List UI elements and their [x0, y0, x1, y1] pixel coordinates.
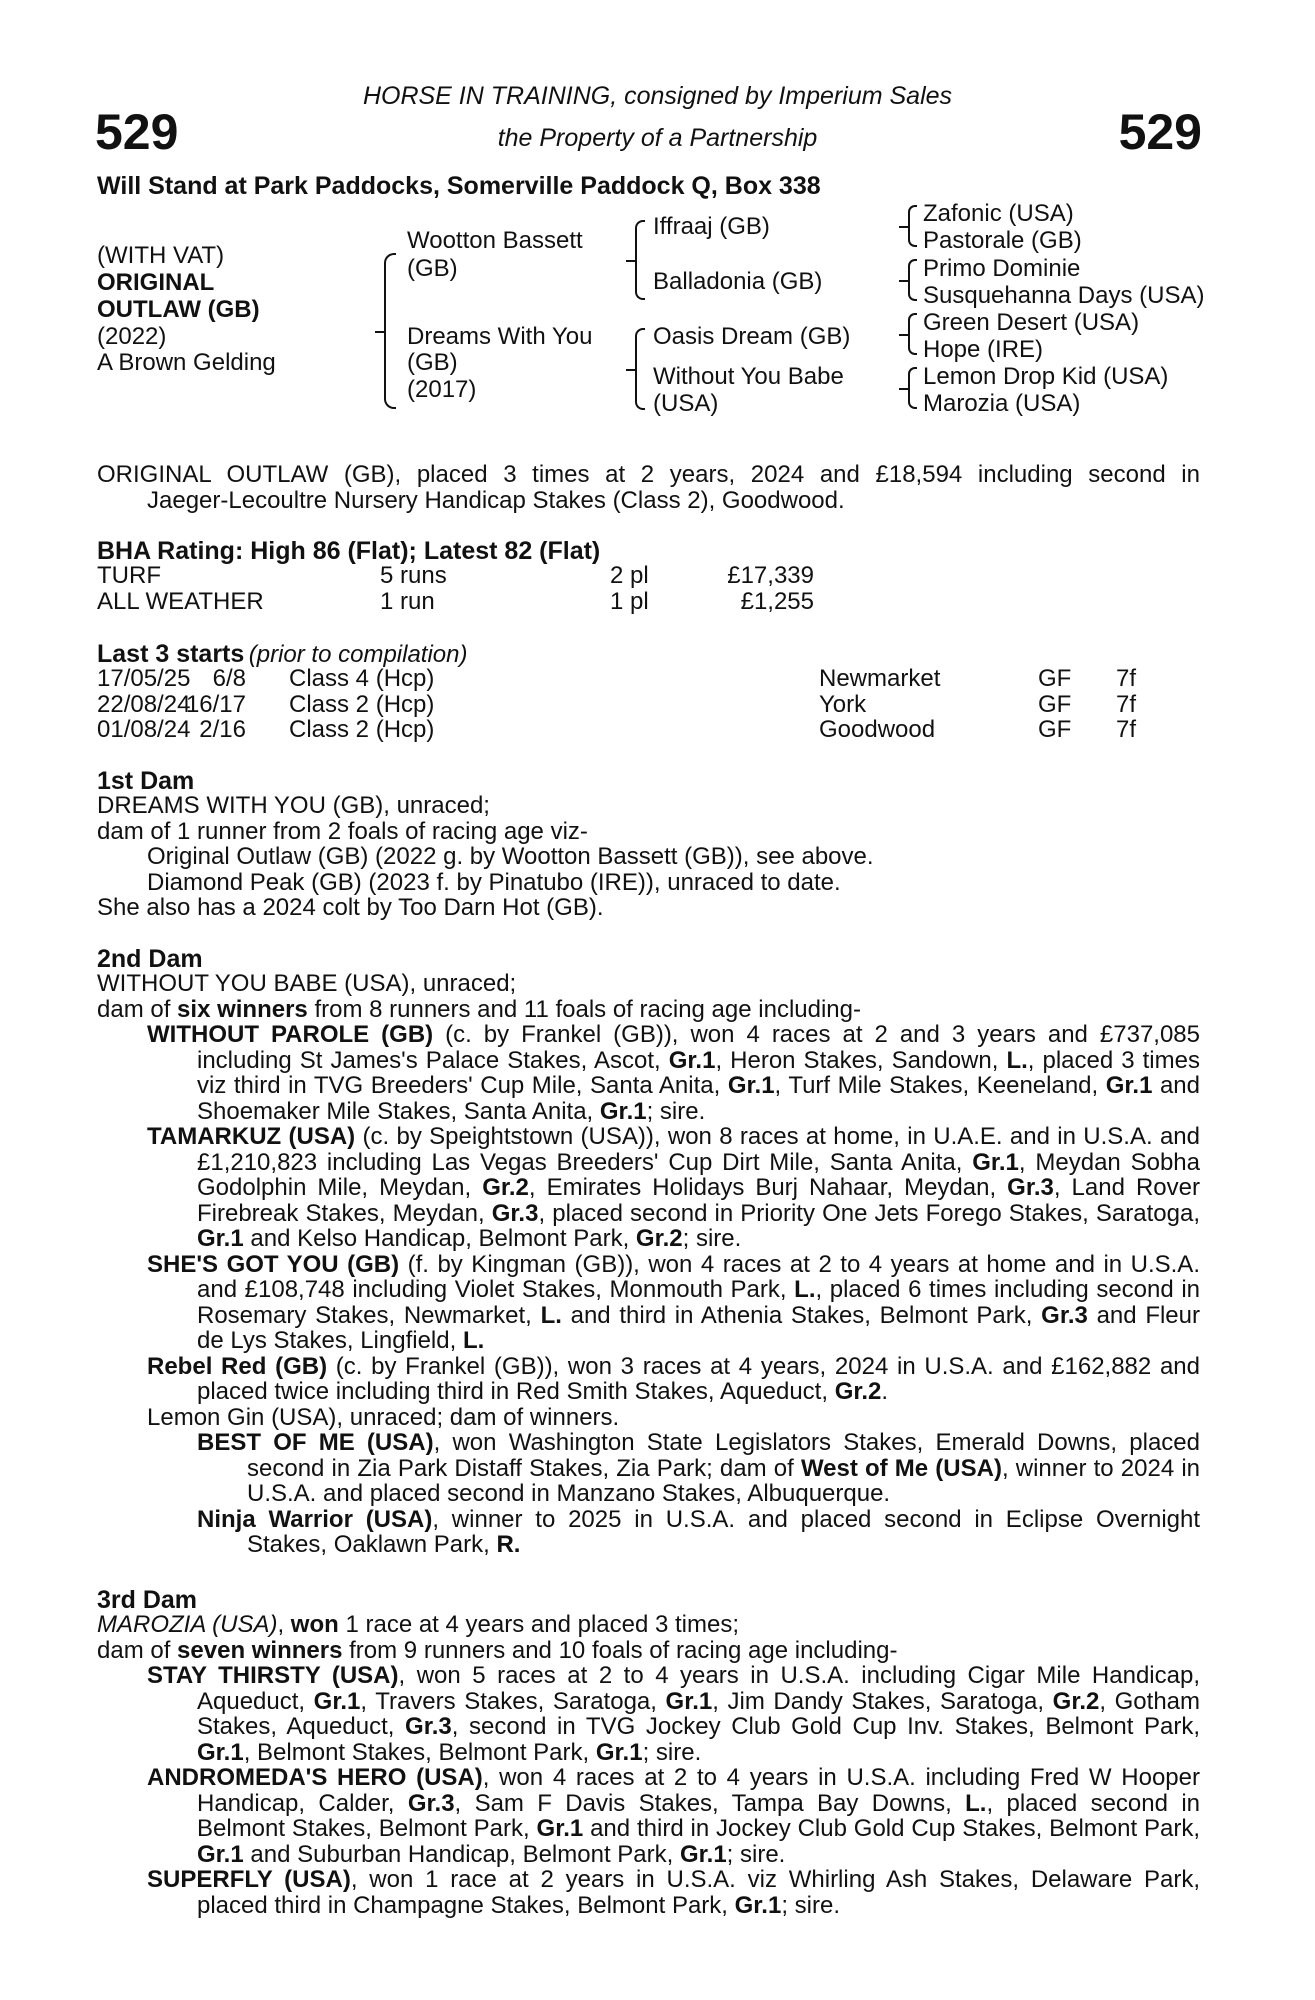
produce-best-of-me: BEST OF ME (USA), won Washington State Legislators Stakes, Emerald Downs, placed second in Zia Park Distaff Stakes, Zia Park; dam of West of Me (USA), winner to 2024 in U.S.A. and placed second in Manzano Stakes, Albuquerque. [197, 1429, 1201, 1507]
first-dam-line5: She also has a 2024 colt by Too Darn Hot (GB). [97, 894, 604, 921]
rating-table [97, 563, 1200, 614]
start-class: Class 2 (Hcp) [289, 716, 435, 743]
dam-line2: (GB) [407, 349, 458, 376]
dam-sire-sire: Green Desert (USA) [923, 309, 1140, 336]
sire-dam-dam: Susquehanna Days (USA) [923, 282, 1205, 309]
start-distance: 7f [1116, 665, 1137, 692]
produce-rebel-red: Rebel Red (GB) (c. by Frankel (GB)), won 3 races at 4 years, 2024 in U.S.A. and £162,882 and placed twice including third in Red Smith Stakes, Aqueduct, Gr.2. [147, 1352, 1200, 1405]
last-starts-table [97, 666, 1200, 743]
bha-rating-title: BHA Rating: High 86 (Flat); Latest 82 (Flat) [97, 537, 601, 565]
start-class: Class 2 (Hcp) [289, 690, 435, 718]
produce-shes-got-you: SHE'S GOT YOU (GB) (f. by Kingman (GB)), won 4 races at 2 to 4 years at home and in U.S.A. and £108,748 including Violet Stakes, Monmouth Park, L., placed 6 times including second in Rosemary Stakes, Newmarket, L. and third in Athenia Stakes, Belmont Park, Gr.3 and Fleur de Lys Stakes, Lingfield, L. [147, 1250, 1200, 1354]
start-position: 2/16 [199, 716, 246, 743]
sire-sire-sire: Zafonic (USA) [923, 200, 1074, 227]
placings: 2 pl [610, 562, 649, 589]
produce-without-parole: WITHOUT PAROLE (GB) (c. by Frankel (GB)), won 4 races at 2 and 3 years and £737,085 including St James's Palace Stakes, Ascot, Gr.1, Heron Stakes, Sandown, L., placed 3 times viz third in TVG Breeders' Cup Mile, Santa Anita, Gr.1, Turf Mile Stakes, Keeneland, Gr.1 and Shoemaker Mile Stakes, Santa Anita, Gr.1; sire. [147, 1021, 1200, 1125]
dam-sire-dam: Hope (IRE) [923, 336, 1044, 363]
pedigree-brace-dam [635, 328, 645, 410]
summary-line1: ORIGINAL OUTLAW (GB), placed 3 times at 2 years, 2024 and £18,594 including second in [97, 461, 1200, 488]
lot-number-left: 529 [95, 104, 179, 160]
third-dam-section [97, 1612, 1200, 1918]
start-row [97, 692, 1200, 718]
start-date: 22/08/24 [97, 690, 191, 718]
property-line: the Property of a Partnership [497, 124, 818, 152]
start-course: York [819, 690, 867, 718]
pedigree-brace-3b [908, 259, 917, 301]
produce-superfly: SUPERFLY (USA), won 1 race at 2 years in U.S.A. viz Whirling Ash Stakes, Delaware Park, placed third in Champagne Stakes, Belmont Park, Gr.1; sire. [147, 1866, 1200, 1919]
start-position: 16/17 [185, 690, 246, 718]
second-dam-section [97, 971, 1200, 1558]
dam-sire: Oasis Dream (GB) [653, 323, 851, 350]
first-dam-line1: DREAMS WITH YOU (GB), unraced; [97, 792, 490, 819]
amount: £1,255 [740, 587, 814, 615]
sire-line1: Wootton Bassett [407, 227, 583, 254]
produce-tamarkuz: TAMARKUZ (USA) (c. by Speightstown (USA)), won 8 races at home, in U.A.E. and in U.S.A. and £1,210,823 including Las Vegas Breeders' Cup Dirt Mile, Santa Anita, Gr.1, Meydan Sobha Godolphin Mile, Meydan, Gr.2, Emirates Holidays Burj Nahaar, Meydan, Gr.3, Land Rover Firebreak Stakes, Meydan, Gr.3, placed second in Priority One Jets Forego Stakes, Saratoga, Gr.1 and Kelso Handicap, Belmont Park, Gr.2; sire. [147, 1123, 1200, 1252]
sire-dam: Balladonia (GB) [653, 268, 823, 295]
third-dam-line1: MAROZIA (USA), won 1 race at 4 years and placed 3 times; [97, 1611, 740, 1638]
start-row [97, 666, 1200, 692]
dam-dam-dam: Marozia (USA) [923, 390, 1081, 417]
second-dam-intro: dam of six winners from 8 runners and 11 foals of racing age including- [97, 995, 861, 1023]
start-row [97, 717, 1200, 743]
horse-description: A Brown Gelding [97, 349, 276, 376]
third-dam-title: 3rd Dam [97, 1586, 198, 1614]
sire-sire-dam: Pastorale (GB) [923, 227, 1082, 254]
last-starts-title: Last 3 starts [97, 640, 245, 668]
produce-stay-thirsty: STAY THIRSTY (USA), won 5 races at 2 to 4 years in U.S.A. including Cigar Mile Handicap, Aqueduct, Gr.1, Travers Stakes, Saratoga, Gr.1, Jim Dandy Stakes, Saratoga, Gr.2, Gotham Stakes, Aqueduct, Gr.3, second in TVG Jockey Club Gold Cup Inv. Stakes, Belmont Park, Gr.1, Belmont Stakes, Belmont Park, Gr.1; sire. [147, 1662, 1201, 1766]
summary-line2: Jaeger-Lecoultre Nursery Handicap Stakes (Class 2), Goodwood. [147, 486, 845, 514]
start-course: Newmarket [819, 665, 941, 692]
produce-andromedas-hero: ANDROMEDA'S HERO (USA), won 4 races at 2 to 4 years in U.S.A. including Fred W Hooper Handicap, Calder, Gr.3, Sam F Davis Stakes, Tampa Bay Downs, L., placed second in Belmont Stakes, Belmont Park, Gr.1 and third in Jockey Club Gold Cup Stakes, Belmont Park, Gr.1 and Suburban Handicap, Belmont Park, Gr.1; sire. [147, 1764, 1201, 1868]
start-course: Goodwood [819, 716, 936, 743]
start-going: GF [1038, 716, 1072, 743]
start-position: 6/8 [212, 665, 246, 692]
dam-dam-line1: Without You Babe [653, 363, 844, 390]
second-dam-line1: WITHOUT YOU BABE (USA), unraced; [97, 970, 517, 997]
surface: ALL WEATHER [97, 587, 264, 615]
second-dam-title: 2nd Dam [97, 945, 203, 973]
third-dam-intro: dam of seven winners from 9 runners and 10 foals of racing age including- [97, 1636, 898, 1664]
consignor-line: HORSE IN TRAINING, consigned by Imperium Sales [362, 82, 953, 110]
vat-note: (WITH VAT) [97, 242, 225, 269]
sire-sire: Iffraaj (GB) [653, 213, 770, 240]
start-distance: 7f [1116, 716, 1137, 743]
first-dam-section [97, 793, 1200, 921]
first-dam-title: 1st Dam [97, 767, 195, 795]
pedigree-brace-gen1 [384, 253, 396, 409]
dam-dam-line2: (USA) [653, 390, 719, 417]
first-dam-line2: dam of 1 runner from 2 foals of racing age viz- [97, 817, 588, 845]
start-going: GF [1038, 690, 1072, 718]
pedigree-brace-3c [908, 313, 917, 355]
lot-number-right: 529 [1118, 104, 1202, 160]
horse-name-line2: OUTLAW (GB) [97, 296, 260, 323]
produce-ninja-warrior: Ninja Warrior (USA), winner to 2025 in U.S.A. and placed second in Eclipse Overnight Stakes, Oaklawn Park, R. [197, 1505, 1201, 1558]
start-date: 01/08/24 [97, 716, 191, 743]
rating-row-turf [97, 563, 1200, 589]
dam-dam-sire: Lemon Drop Kid (USA) [923, 363, 1169, 390]
start-distance: 7f [1116, 690, 1137, 718]
stand-location: Will Stand at Park Paddocks, Somerville Paddock Q, Box 338 [97, 172, 821, 200]
last-starts-note: (prior to compilation) [248, 641, 468, 668]
runs: 1 run [380, 587, 435, 615]
first-dam-produce2: Diamond Peak (GB) (2023 f. by Pinatubo (IRE)), unraced to date. [147, 868, 841, 896]
horse-name-line1: ORIGINAL [97, 269, 215, 296]
placings: 1 pl [610, 587, 649, 615]
sire-dam-sire: Primo Dominie [923, 255, 1081, 282]
start-class: Class 4 (Hcp) [289, 665, 435, 692]
runs: 5 runs [380, 562, 447, 589]
sire-line2: (GB) [407, 255, 458, 282]
amount: £17,339 [727, 562, 814, 589]
horse-year: (2022) [97, 323, 167, 350]
surface: TURF [97, 562, 161, 589]
race-summary [97, 462, 1200, 513]
dam-line1: Dreams With You [407, 323, 593, 350]
dam-line3: (2017) [407, 376, 477, 403]
rating-row-all-weather [97, 589, 1200, 615]
pedigree-brace-3d [908, 367, 917, 409]
pedigree-brace-sire [635, 220, 645, 300]
produce-lemon-gin: Lemon Gin (USA), unraced; dam of winners. [147, 1403, 620, 1431]
first-dam-produce1: Original Outlaw (GB) (2022 g. by Wootton Bassett (GB)), see above. [147, 843, 874, 870]
start-going: GF [1038, 665, 1072, 692]
start-date: 17/05/25 [97, 665, 191, 692]
pedigree-brace-3a [908, 205, 917, 247]
